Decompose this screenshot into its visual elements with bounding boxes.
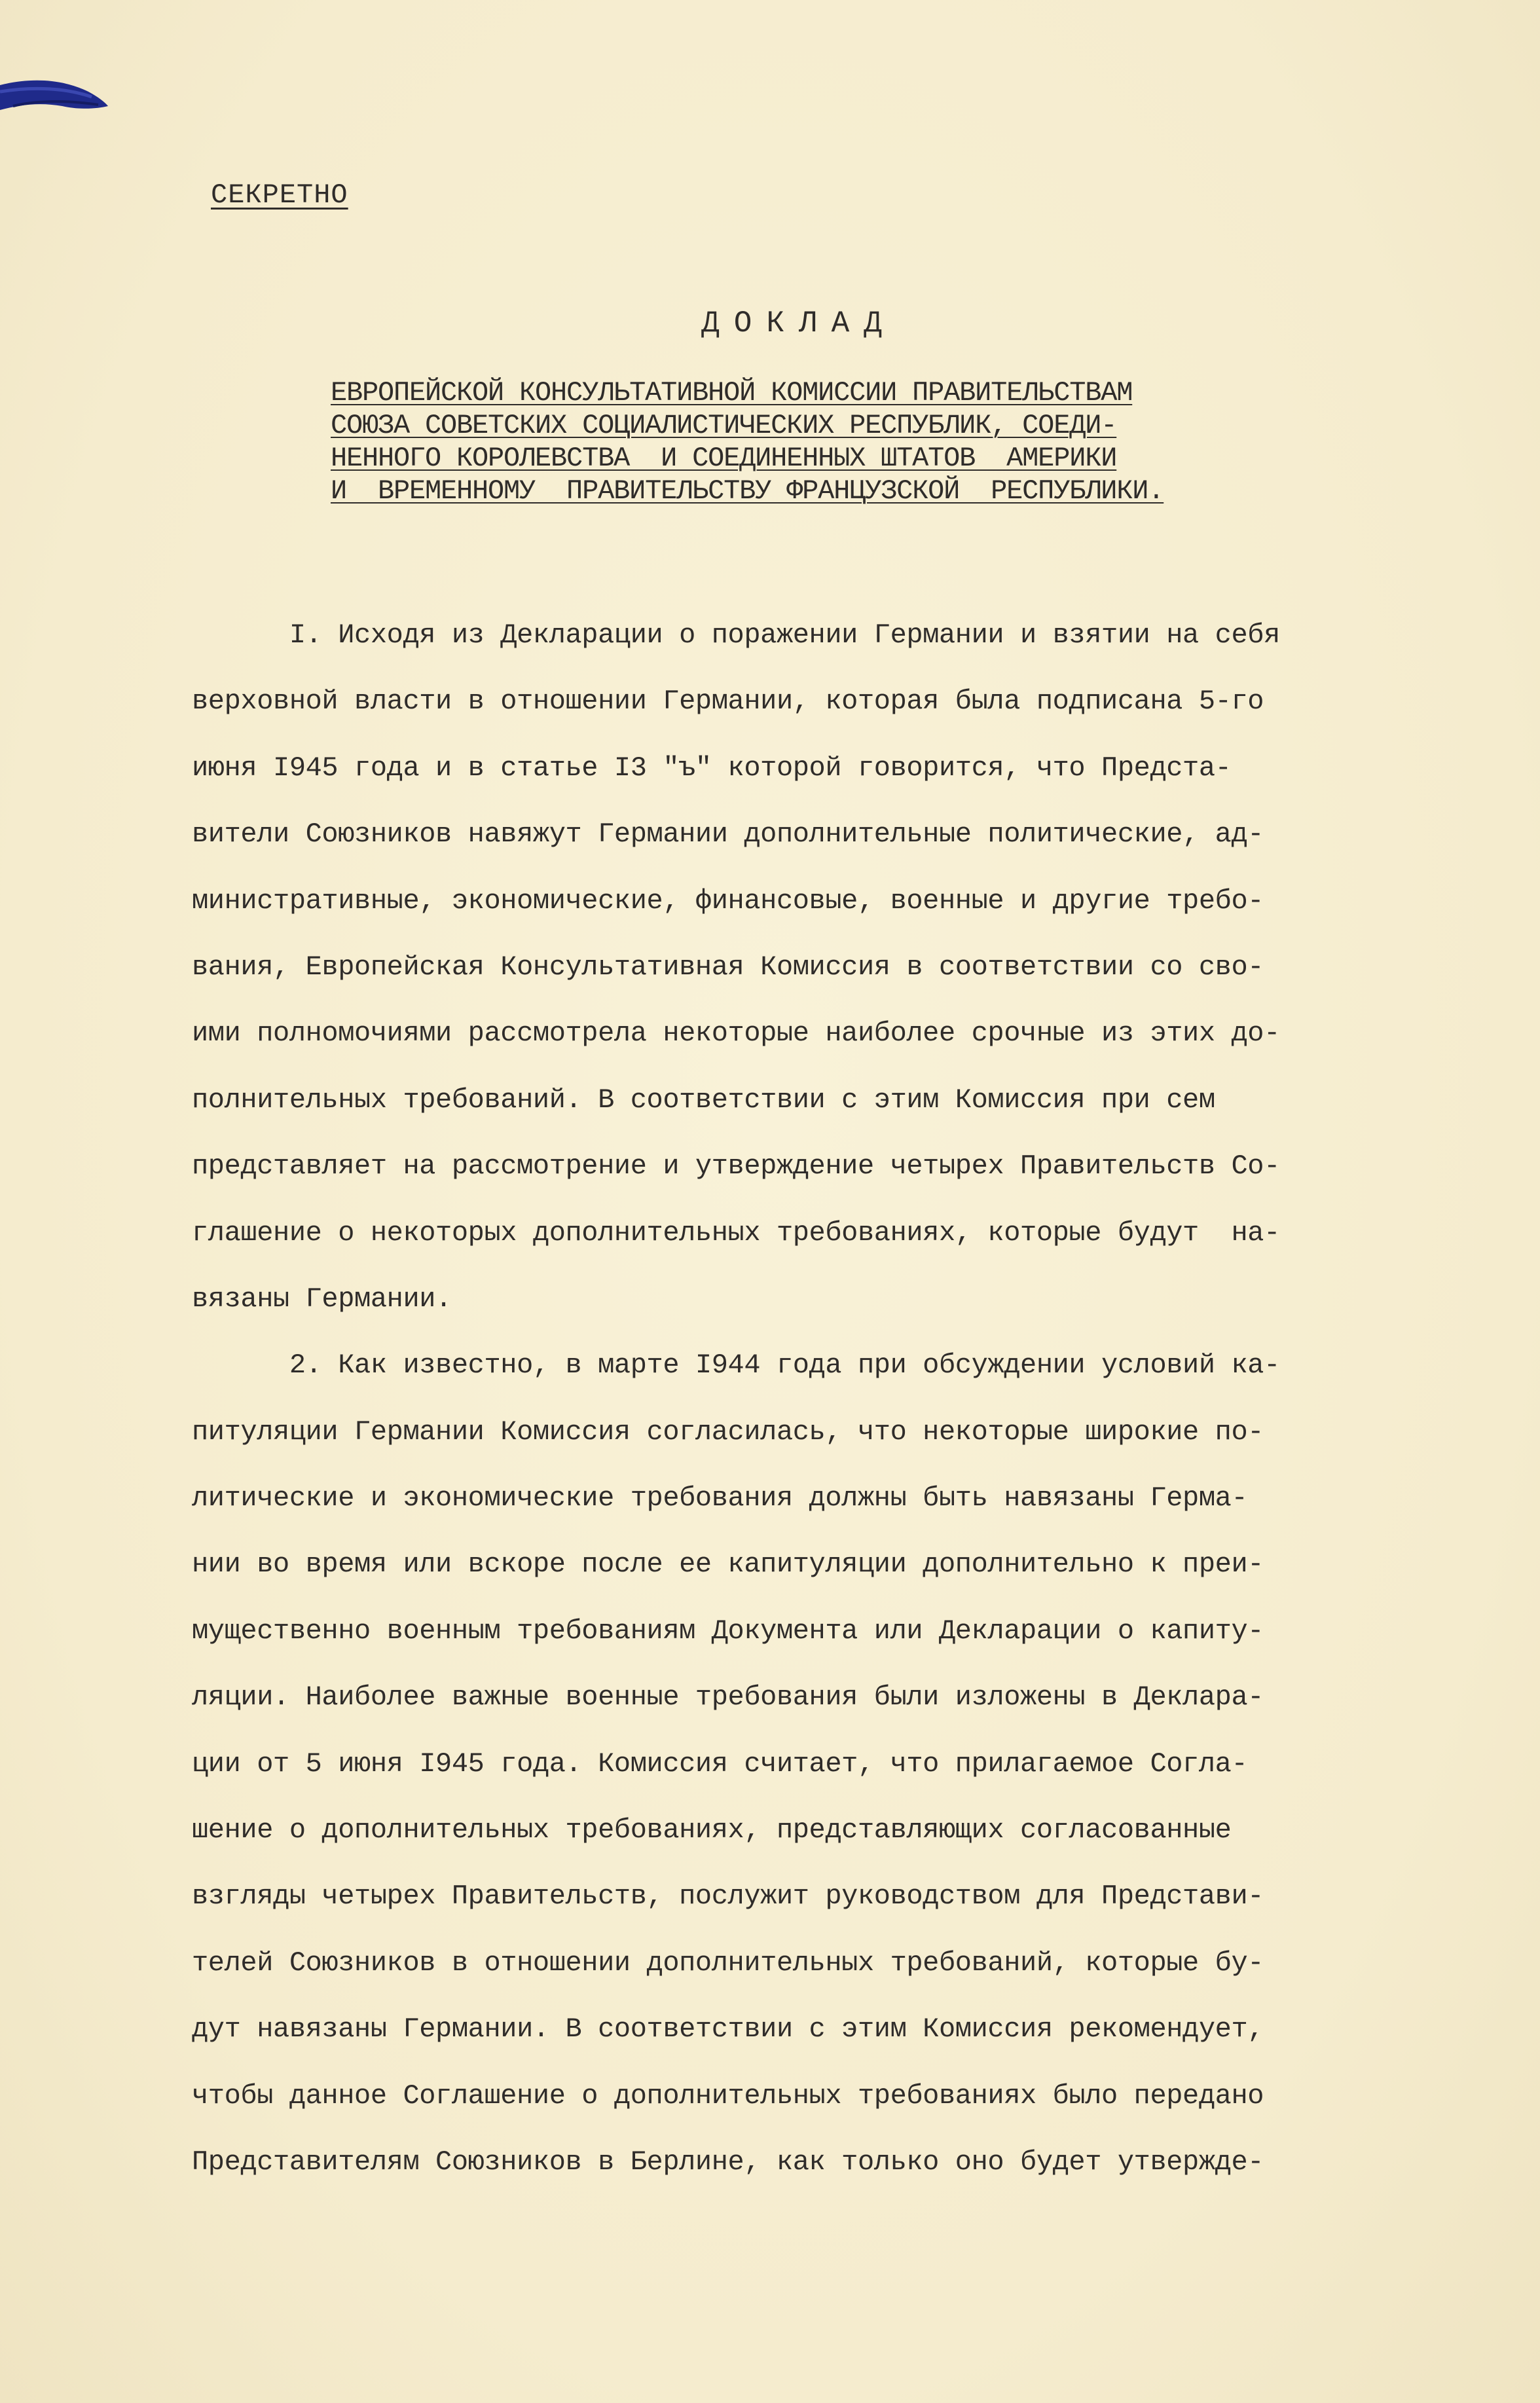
body-line: телей Союзников в отношении дополнительных требований, которые бу- (192, 1947, 1264, 1979)
body-line: чтобы данное Соглашение о дополнительных требованиях было передано (192, 2080, 1264, 2112)
subtitle-line: СОЮЗА СОВЕТСКИХ СОЦИАЛИСТИЧЕСКИХ РЕСПУБЛИК, СОЕДИ- (331, 410, 1117, 441)
body-line: представляет на рассмотрение и утверждение четырех Правительств Со- (192, 1150, 1280, 1183)
subtitle-line: ЕВРОПЕЙСКОЙ КОНСУЛЬТАТИВНОЙ КОМИССИИ ПРАВИТЕЛЬСТВАМ (331, 377, 1133, 409)
body-line: дут навязаны Германии. В соответствии с этим Комиссия рекомендует, (192, 2013, 1264, 2045)
body-line: ими полномочиями рассмотрела некоторые наиболее срочные из этих до- (192, 1018, 1280, 1050)
document-body (192, 602, 1495, 2195)
body-line: питуляции Германии Комиссия согласилась, что некоторые широкие по- (192, 1416, 1264, 1448)
body-line: I. Исходя из Декларации о поражении Германии и взятии на себя (192, 619, 1280, 651)
body-line: Представителям Союзников в Берлине, как только оно будет утвержде- (192, 2146, 1264, 2178)
classification-mark: СЕКРЕТНО (211, 179, 348, 211)
body-line: мущественно военным требованиям Документа или Декларации о капиту- (192, 1615, 1264, 1647)
body-line: литические и экономические требования должны быть навязаны Герма- (192, 1482, 1248, 1514)
body-line: глашение о некоторых дополнительных требованиях, которые будут на- (192, 1217, 1280, 1249)
body-line: июня I945 года и в статье I3 "ъ" которой говорится, что Предста- (192, 752, 1232, 784)
body-line: вания, Европейская Консультативная Комиссия в соответствии со сво- (192, 951, 1264, 983)
body-line: ляции. Наиболее важные военные требования были изложены в Деклара- (192, 1681, 1264, 1714)
body-line: министративные, экономические, финансовые, военные и другие требо- (192, 885, 1264, 917)
body-line: нии во время или вскоре после ее капитуляции дополнительно к преи- (192, 1549, 1264, 1581)
body-line: вители Союзников навяжут Германии дополнительные политические, ад- (192, 818, 1264, 851)
body-line: полнительных требований. В соответствии с этим Комиссия при сем (192, 1084, 1215, 1116)
document-subtitle (331, 376, 1444, 507)
body-line: вязаны Германии. (192, 1283, 452, 1315)
body-line: шение о дополнительных требованиях, представляющих согласованные (192, 1814, 1232, 1846)
body-line: верховной власти в отношении Германии, которая была подписана 5-го (192, 686, 1264, 718)
subtitle-line: И ВРЕМЕННОМУ ПРАВИТЕЛЬСТВУ ФРАНЦУЗСКОЙ РЕСПУБЛИКИ. (331, 475, 1164, 507)
body-line: 2. Как известно, в марте I944 года при обсуждении условий ка- (192, 1349, 1280, 1382)
document-title: ДОКЛАД (701, 306, 896, 340)
body-line: ции от 5 июня I945 года. Комиссия считает, что прилагаемое Согла- (192, 1748, 1248, 1780)
subtitle-line: НЕННОГО КОРОЛЕВСТВА И СОЕДИНЕННЫХ ШТАТОВ АМЕРИКИ (331, 443, 1117, 474)
body-line: взгляды четырех Правительств, послужит руководством для Представи- (192, 1880, 1264, 1913)
binding-ribbon-icon (0, 72, 111, 124)
